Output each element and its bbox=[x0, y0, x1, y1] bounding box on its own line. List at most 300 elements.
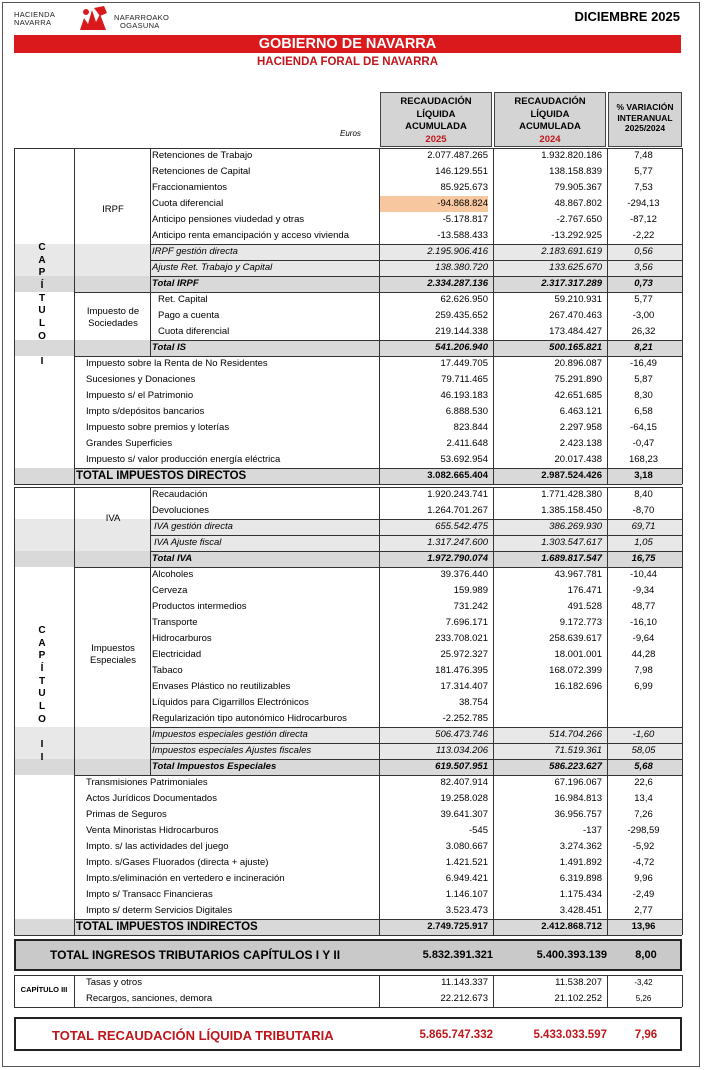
value-2024: 48.867.802 bbox=[554, 198, 602, 209]
row-label: IVA gestión directa bbox=[154, 521, 233, 532]
value-2025: 2.749.725.917 bbox=[427, 921, 488, 932]
value-variation: 48,77 bbox=[631, 601, 656, 612]
impuestos-especiales-group-label bbox=[76, 643, 150, 667]
total-chapters-1-2-row bbox=[14, 939, 682, 971]
value-2025: 17.314.407 bbox=[440, 681, 488, 692]
value-2025: 146.129.551 bbox=[435, 166, 488, 177]
value-2025: 2.411.648 bbox=[446, 438, 488, 449]
grid-line bbox=[14, 148, 15, 484]
col-header-2024 bbox=[494, 92, 606, 147]
table-row bbox=[14, 148, 682, 164]
value-2024: 3.428.451 bbox=[559, 905, 602, 916]
row-label: Alcoholes bbox=[152, 569, 194, 580]
grid-line bbox=[150, 519, 682, 520]
row-label: Fraccionamientos bbox=[152, 182, 227, 193]
chapter-letter: P bbox=[38, 650, 46, 662]
total-row bbox=[14, 468, 682, 484]
table-row bbox=[14, 164, 682, 180]
row-label: Grandes Superficies bbox=[86, 438, 173, 449]
value-2025: 19.258.028 bbox=[440, 793, 488, 804]
value-2024: 267.470.463 bbox=[549, 310, 602, 321]
value-2024: 5.433.033.597 bbox=[533, 1029, 607, 1041]
table-row bbox=[14, 228, 682, 244]
table-row bbox=[14, 452, 682, 468]
chapter-letter: P bbox=[38, 267, 46, 279]
table-row bbox=[14, 583, 682, 599]
report-month: DICIEMBRE 2025 bbox=[574, 9, 680, 24]
table-row bbox=[14, 487, 682, 503]
row-label: Impuestos especiales Ajustes fiscales bbox=[152, 745, 312, 756]
value-variation: -87,12 bbox=[630, 214, 657, 225]
table-row bbox=[14, 903, 682, 919]
grid-line bbox=[14, 487, 15, 935]
value-2024: -13.292.925 bbox=[551, 230, 602, 241]
row-label: Recaudación bbox=[152, 489, 208, 500]
table-row bbox=[14, 599, 682, 615]
value-2025: 219.144.338 bbox=[435, 326, 488, 337]
row-label: Ret. Capital bbox=[158, 294, 208, 305]
value-2024: 1.932.820.186 bbox=[541, 150, 602, 161]
grid-line bbox=[379, 975, 380, 1007]
total-row bbox=[14, 919, 682, 935]
logo-text-right-2: OGASUNA bbox=[120, 21, 160, 30]
table-row bbox=[14, 404, 682, 420]
value-2025: 38.754 bbox=[458, 697, 488, 708]
col-header-year: 2025 bbox=[425, 133, 447, 145]
grid-line bbox=[14, 975, 682, 976]
value-variation: -4,72 bbox=[632, 857, 655, 868]
row-label: TOTAL RECAUDACIÓN LÍQUIDA TRIBUTARIA bbox=[52, 1028, 334, 1043]
value-2025: 79.711.465 bbox=[441, 374, 488, 385]
col-header-line: LÍQUIDA bbox=[530, 108, 570, 120]
grid-line bbox=[379, 487, 380, 935]
value-2025: 506.473.746 bbox=[435, 729, 488, 740]
value-variation: 8,40 bbox=[634, 489, 653, 500]
value-variation: 5,68 bbox=[634, 761, 653, 772]
value-2025: 181.476.395 bbox=[435, 665, 488, 676]
row-label: Hidrocarburos bbox=[152, 633, 212, 644]
value-2025: 39.376.440 bbox=[440, 569, 488, 580]
col-header-line: RECAUDACIÓN bbox=[400, 96, 472, 107]
grid-line bbox=[14, 975, 15, 1007]
grid-line bbox=[150, 356, 682, 357]
grid-line bbox=[150, 759, 682, 760]
value-2025: 53.692.954 bbox=[440, 454, 488, 465]
value-variation: -5,92 bbox=[632, 841, 655, 852]
chapter-letter: I bbox=[40, 739, 44, 751]
value-2024: 138.158.839 bbox=[549, 166, 602, 177]
value-2024: 173.484.427 bbox=[549, 326, 602, 337]
label-line: Sociedades bbox=[88, 318, 138, 329]
table-row bbox=[14, 823, 682, 839]
value-variation: -2,22 bbox=[632, 230, 655, 241]
chapter-letter: U bbox=[38, 305, 46, 317]
grid-line bbox=[493, 487, 494, 935]
subtitle: HACIENDA FORAL DE NAVARRA bbox=[256, 56, 439, 68]
value-2024: 2.412.868.712 bbox=[541, 921, 602, 932]
row-label: Cuota diferencial bbox=[152, 198, 224, 209]
chapter-3-label: CAPÍTULO III bbox=[20, 985, 68, 994]
value-2024: 59.210.931 bbox=[554, 294, 602, 305]
row-label: Cuota diferencial bbox=[158, 326, 230, 337]
value-variation: 69,71 bbox=[631, 521, 656, 532]
grid-line bbox=[493, 148, 494, 484]
grid-line bbox=[74, 919, 682, 920]
table-row bbox=[14, 372, 682, 388]
value-2024: 16.984.813 bbox=[554, 793, 602, 804]
value-2024: 258.639.617 bbox=[549, 633, 602, 644]
row-label: Actos Jurídicos Documentados bbox=[86, 793, 217, 804]
value-variation: 0,73 bbox=[634, 278, 653, 289]
value-2024: -2.767.650 bbox=[556, 214, 602, 225]
value-variation: 7,96 bbox=[634, 1029, 658, 1041]
value-2025: 82.407.914 bbox=[440, 777, 488, 788]
row-label: Pago a cuenta bbox=[158, 310, 220, 321]
row-label: Regularización tipo autonómico Hidrocarburos bbox=[152, 713, 347, 724]
table-row bbox=[14, 855, 682, 871]
col-header-line: LÍQUIDA bbox=[416, 108, 456, 120]
chapter-letter: C bbox=[38, 242, 46, 253]
value-2024: 2.297.958 bbox=[559, 422, 602, 433]
label-line: Impuestos bbox=[91, 643, 135, 654]
value-variation: 7,98 bbox=[634, 665, 653, 676]
value-variation: 16,75 bbox=[631, 553, 656, 564]
row-label: Total IVA bbox=[152, 553, 193, 564]
value-2025: -5.178.817 bbox=[442, 214, 488, 225]
value-2024: 176.471 bbox=[567, 585, 602, 596]
value-2024: 1.689.817.547 bbox=[541, 553, 602, 564]
grid-line bbox=[682, 487, 683, 935]
value-variation: -0,47 bbox=[632, 438, 655, 449]
value-variation: -2,49 bbox=[632, 889, 655, 900]
label-line: Especiales bbox=[90, 655, 136, 666]
chapter-letter: O bbox=[38, 713, 46, 725]
grid-line bbox=[150, 244, 682, 245]
value-variation: 13,4 bbox=[634, 793, 653, 804]
value-2025: 1.920.243.741 bbox=[427, 489, 488, 500]
row-label: Cerveza bbox=[152, 585, 188, 596]
value-2024: 9.172.773 bbox=[559, 617, 602, 628]
grid-line bbox=[74, 468, 682, 469]
value-2024: 1.491.892 bbox=[559, 857, 602, 868]
row-label: Impto. s/ las actividades del juego bbox=[86, 841, 229, 852]
value-2025: 655.542.475 bbox=[435, 521, 488, 532]
grid-line bbox=[74, 975, 75, 1007]
iva-group-label: IVA bbox=[105, 513, 121, 524]
table-row bbox=[14, 420, 682, 436]
total-row bbox=[14, 340, 682, 356]
row-label: Retenciones de Capital bbox=[152, 166, 251, 177]
value-2024: 168.072.399 bbox=[549, 665, 602, 676]
value-2024: 36.956.757 bbox=[554, 809, 602, 820]
chapter-letter: Í bbox=[40, 663, 44, 675]
table-row bbox=[14, 839, 682, 855]
value-2025: 11.143.337 bbox=[441, 977, 488, 988]
value-2025: 3.523.473 bbox=[445, 905, 488, 916]
value-variation: -9,34 bbox=[632, 585, 655, 596]
row-label: Total IRPF bbox=[152, 278, 199, 289]
row-label: Impto s/depósitos bancarios bbox=[86, 406, 205, 417]
logo-text-left-1: HACIENDA bbox=[14, 10, 56, 19]
value-variation: -3,42 bbox=[634, 978, 653, 987]
table-row bbox=[14, 615, 682, 631]
value-variation: 7,48 bbox=[634, 150, 653, 161]
row-label: TOTAL INGRESOS TRIBUTARIOS CAPÍTULOS I Y II bbox=[50, 948, 341, 962]
subtotal-row bbox=[14, 244, 682, 260]
value-variation: 168,23 bbox=[628, 454, 659, 465]
value-2024: 491.528 bbox=[567, 601, 602, 612]
table-row bbox=[14, 695, 682, 711]
value-2025: 113.034.206 bbox=[435, 745, 488, 756]
irpf-group-label: IRPF bbox=[102, 204, 124, 215]
table-row bbox=[14, 975, 682, 991]
table-row bbox=[14, 436, 682, 452]
grid-line bbox=[14, 1007, 682, 1008]
hacienda-navarra-logo bbox=[14, 4, 174, 34]
grid-line bbox=[682, 148, 683, 484]
row-label: Impto s/ determ Servicios Digitales bbox=[86, 905, 233, 916]
row-label: Impto s/ Transacc Financieras bbox=[86, 889, 213, 900]
value-2024: 75.291.890 bbox=[554, 374, 602, 385]
logo-text-left-2: NAVARRA bbox=[14, 18, 52, 27]
table-row bbox=[14, 775, 682, 791]
value-2024: 500.165.821 bbox=[549, 342, 602, 353]
grid-line bbox=[74, 487, 75, 935]
row-label: Impuestos especiales gestión directa bbox=[152, 729, 308, 740]
grid-line bbox=[493, 975, 494, 1007]
value-2025: 159.989 bbox=[453, 585, 488, 596]
value-variation: 5,26 bbox=[635, 994, 652, 1003]
grid-line bbox=[682, 975, 683, 1007]
value-2024: 1.175.434 bbox=[559, 889, 602, 900]
value-variation: 5,77 bbox=[634, 294, 653, 305]
value-2025: 731.242 bbox=[453, 601, 488, 612]
chapter-letter: U bbox=[38, 688, 46, 700]
value-2025: 1.421.521 bbox=[445, 857, 488, 868]
value-variation: -9,64 bbox=[632, 633, 655, 644]
table-row bbox=[14, 807, 682, 823]
grid-line bbox=[150, 260, 682, 261]
chapter-letter bbox=[36, 344, 48, 357]
value-2024: 1.771.428.380 bbox=[541, 489, 602, 500]
value-variation: 26,32 bbox=[631, 326, 656, 337]
value-2025: 3.082.665.404 bbox=[427, 470, 488, 481]
value-2025: 259.435.652 bbox=[435, 310, 488, 321]
col-header-year: 2024 bbox=[539, 133, 561, 145]
subtotal-row bbox=[14, 260, 682, 276]
table-row bbox=[14, 356, 682, 372]
value-variation: 9,96 bbox=[634, 873, 653, 884]
value-2024: 5.400.393.139 bbox=[536, 949, 607, 961]
total-row bbox=[14, 276, 682, 292]
value-2024: 586.223.627 bbox=[549, 761, 602, 772]
value-2024: 6.463.121 bbox=[559, 406, 602, 417]
row-label: Impto.s/eliminación en vertedero e incineración bbox=[86, 873, 285, 884]
value-variation: 2,77 bbox=[634, 905, 653, 916]
col-header-line: RECAUDACIÓN bbox=[514, 96, 586, 107]
value-2024: 6.319.898 bbox=[559, 873, 602, 884]
table-row bbox=[14, 711, 682, 727]
government-banner: GOBIERNO DE NAVARRA bbox=[14, 35, 681, 53]
row-label: Transmisiones Patrimoniales bbox=[86, 777, 208, 788]
value-variation: -294,13 bbox=[627, 198, 660, 209]
value-variation: -1,60 bbox=[632, 729, 655, 740]
chapter-letter: I bbox=[40, 751, 44, 763]
table-row bbox=[14, 871, 682, 887]
grid-line bbox=[14, 484, 682, 485]
grid-line bbox=[74, 148, 75, 484]
value-2025: -94.868.824 bbox=[380, 196, 488, 212]
table-row bbox=[14, 567, 682, 583]
row-label: Total Impuestos Especiales bbox=[152, 761, 277, 772]
row-label: Transporte bbox=[152, 617, 198, 628]
value-variation: 6,99 bbox=[634, 681, 653, 692]
chapter-letter: L bbox=[38, 701, 46, 713]
grid-line bbox=[14, 935, 682, 936]
row-label: Ajuste Ret. Trabajo y Capital bbox=[152, 262, 273, 273]
value-variation: 3,18 bbox=[634, 470, 653, 481]
grid-line bbox=[379, 148, 380, 484]
value-2025: 1.264.701.267 bbox=[427, 505, 488, 516]
value-variation: -298,59 bbox=[627, 825, 660, 836]
value-2024: -137 bbox=[582, 825, 602, 836]
value-2024: 16.182.696 bbox=[554, 681, 602, 692]
value-variation: -16,49 bbox=[630, 358, 657, 369]
value-2024: 1.385.158.450 bbox=[541, 505, 602, 516]
value-2025: 6.888.530 bbox=[445, 406, 488, 417]
table-row bbox=[14, 180, 682, 196]
row-label: Total IS bbox=[152, 342, 186, 353]
col-header-line: 2025/2024 bbox=[624, 123, 666, 133]
col-header-line: ACUMULADA bbox=[519, 121, 581, 132]
grid-line bbox=[14, 148, 682, 149]
table-row bbox=[14, 388, 682, 404]
row-label: Impuesto s/ el Patrimonio bbox=[86, 390, 194, 401]
value-variation: 5,77 bbox=[634, 166, 653, 177]
row-label: Primas de Seguros bbox=[86, 809, 167, 820]
col-header-2025 bbox=[380, 92, 492, 147]
chapter-2-label bbox=[36, 625, 48, 765]
value-variation: -16,10 bbox=[630, 617, 657, 628]
value-2025: 619.507.951 bbox=[435, 761, 488, 772]
col-header-line: % VARIACIÓN bbox=[616, 102, 674, 112]
row-label: Anticipo pensiones viudedad y otras bbox=[152, 214, 305, 225]
row-label: Productos intermedios bbox=[152, 601, 247, 612]
value-2025: 2.334.287.136 bbox=[427, 278, 488, 289]
value-2025: 1.146.107 bbox=[445, 889, 488, 900]
value-2025: 1.972.790.074 bbox=[427, 553, 488, 564]
chapter-letter: T bbox=[38, 292, 46, 304]
table-row bbox=[14, 679, 682, 695]
value-2025: -545 bbox=[468, 825, 488, 836]
total-row bbox=[14, 551, 682, 567]
value-variation: 5,87 bbox=[634, 374, 653, 385]
grid-line bbox=[150, 535, 682, 536]
label-line: Impuesto de bbox=[86, 306, 140, 317]
row-label: Líquidos para Cigarrillos Electrónicos bbox=[152, 697, 309, 708]
value-2025: 85.925.673 bbox=[440, 182, 488, 193]
value-variation: 44,28 bbox=[631, 649, 656, 660]
chapter-1-label bbox=[36, 242, 48, 369]
row-label: Retenciones de Trabajo bbox=[152, 150, 253, 161]
value-2024: 2.423.138 bbox=[559, 438, 602, 449]
value-2024: 18.001.001 bbox=[554, 649, 602, 660]
value-2025: 3.080.667 bbox=[445, 841, 488, 852]
table-row bbox=[14, 887, 682, 903]
grand-total-row bbox=[14, 1017, 682, 1051]
row-label: IVA Ajuste fiscal bbox=[154, 537, 222, 548]
value-2024: 1.303.547.617 bbox=[541, 537, 602, 548]
value-variation: 6,58 bbox=[634, 406, 653, 417]
row-label: Tasas y otros bbox=[86, 977, 142, 988]
value-2024: 11.538.207 bbox=[555, 977, 602, 988]
value-2025: 823.844 bbox=[453, 422, 488, 433]
value-2025: 2.077.487.265 bbox=[427, 150, 488, 161]
chapter-letter: C bbox=[38, 625, 46, 636]
chapter-letter: I bbox=[40, 356, 44, 368]
grid-line bbox=[150, 567, 682, 568]
value-variation: -64,15 bbox=[630, 422, 657, 433]
value-variation: 58,05 bbox=[631, 745, 656, 756]
col-header-line: ACUMULADA bbox=[405, 121, 467, 132]
grid-line bbox=[150, 340, 682, 341]
value-2024: 514.704.266 bbox=[549, 729, 602, 740]
grid-line bbox=[150, 487, 151, 775]
grid-line bbox=[150, 292, 682, 293]
row-label: Devoluciones bbox=[152, 505, 210, 516]
row-label: Impuesto s/ valor producción energía eléctrica bbox=[86, 454, 281, 465]
value-variation: 7,53 bbox=[634, 182, 653, 193]
value-2025: 5.832.391.321 bbox=[422, 949, 493, 961]
grid-line bbox=[607, 148, 608, 484]
grid-line bbox=[607, 975, 608, 1007]
value-2024: 3.274.362 bbox=[559, 841, 602, 852]
value-2025: -2.252.785 bbox=[442, 713, 488, 724]
row-label: Recargos, sanciones, demora bbox=[86, 993, 213, 1004]
grid-line bbox=[150, 727, 682, 728]
value-2024: 20.017.438 bbox=[554, 454, 602, 465]
value-2025: 62.626.950 bbox=[440, 294, 488, 305]
value-2024: 386.269.930 bbox=[549, 521, 602, 532]
subtotal-row bbox=[14, 535, 682, 551]
col-header-line: INTERANUAL bbox=[617, 112, 673, 123]
row-label: Envases Plástico no reutilizables bbox=[152, 681, 291, 692]
value-2025: -13.588.433 bbox=[437, 230, 488, 241]
value-variation: 8,30 bbox=[634, 390, 653, 401]
grid-line bbox=[150, 148, 151, 356]
value-2024: 67.196.067 bbox=[554, 777, 602, 788]
value-2025: 2.195.906.416 bbox=[427, 246, 488, 257]
chapter-letter: L bbox=[38, 318, 46, 330]
chapter-letter: O bbox=[38, 330, 46, 342]
value-2025: 541.206.940 bbox=[435, 342, 488, 353]
value-2024: 2.317.317.289 bbox=[541, 278, 602, 289]
col-header-variation bbox=[608, 92, 682, 147]
value-2025: 1.317.247.600 bbox=[427, 537, 488, 548]
value-2025: 39.641.307 bbox=[440, 809, 488, 820]
row-label: Anticipo renta emancipación y acceso vivienda bbox=[152, 230, 349, 241]
row-label: Venta Minoristas Hidrocarburos bbox=[86, 825, 219, 836]
row-label: Impuesto sobre premios y loterías bbox=[86, 422, 230, 433]
row-label: Tabaco bbox=[152, 665, 183, 676]
value-2025: 17.449.705 bbox=[440, 358, 488, 369]
value-2024: 71.519.361 bbox=[554, 745, 602, 756]
value-variation: 0,56 bbox=[634, 246, 653, 257]
value-variation: 22,6 bbox=[634, 777, 653, 788]
row-label: TOTAL IMPUESTOS DIRECTOS bbox=[76, 470, 247, 482]
table-row bbox=[14, 991, 682, 1007]
value-2025: 6.949.421 bbox=[445, 873, 488, 884]
